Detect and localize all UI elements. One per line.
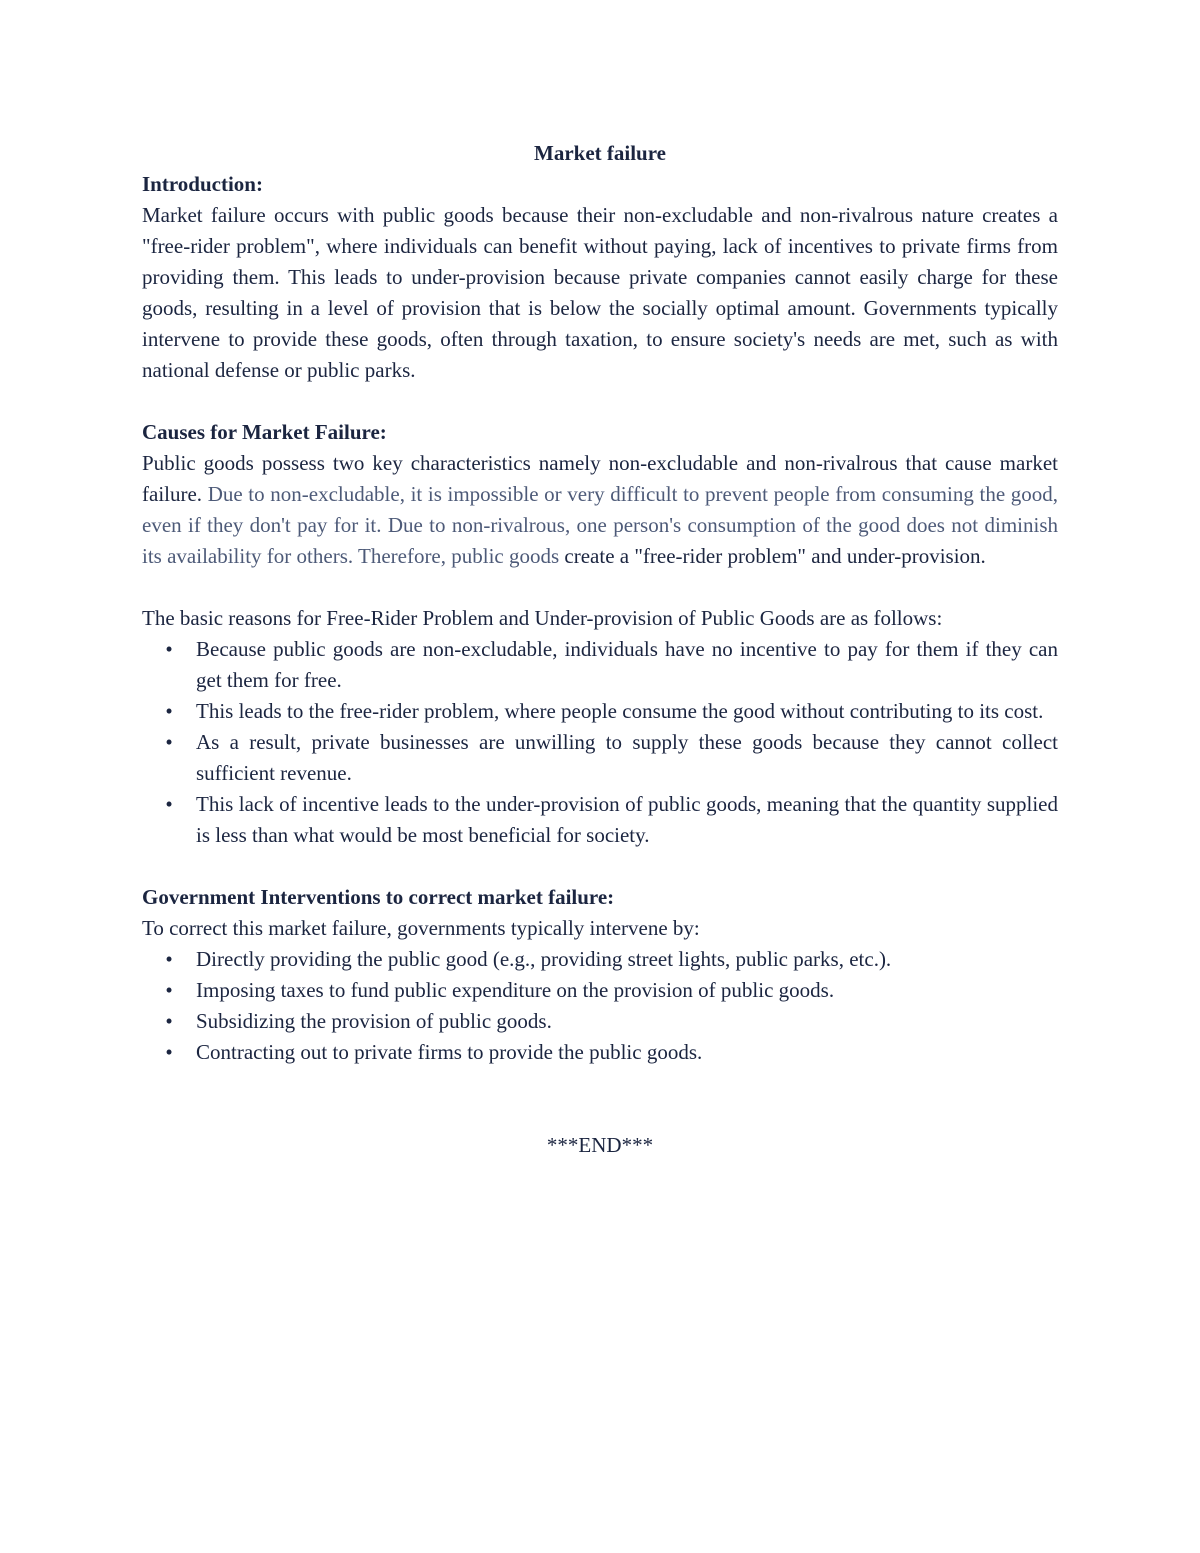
- list-item: [142, 634, 1058, 696]
- list-item-text: Imposing taxes to fund public expenditure on the provision of public goods.: [196, 978, 835, 1002]
- list-item-text: Contracting out to private firms to provide the public goods.: [196, 1040, 703, 1064]
- spacer: [142, 386, 1058, 417]
- causes-text-part-3: create a "free-rider problem" and under-provision.: [564, 544, 986, 568]
- bullet-icon: •: [165, 699, 173, 723]
- list-item: [142, 1037, 1058, 1068]
- bullet-icon: •: [165, 1040, 173, 1064]
- bullet-icon: •: [165, 978, 173, 1002]
- spacer: [142, 851, 1058, 882]
- bullet-icon: •: [165, 637, 173, 661]
- list-item: [142, 1006, 1058, 1037]
- list-item: [142, 975, 1058, 1006]
- causes-paragraph: [142, 448, 1058, 572]
- bullet-icon: •: [165, 947, 173, 971]
- causes-text-part-2: Due to non-excludable, it is impossible or very difficult to prevent people from consuming the good, even if they don't pay for it. Due to non-rivalrous, one person's consumption of the good does not diminish its availability for others. Therefore, public goods: [142, 482, 1059, 568]
- list-item-text: Because public goods are non-excludable, individuals have no incentive to pay for them if they can get them for free.: [196, 637, 1058, 692]
- causes-heading: Causes for Market Failure:: [142, 420, 387, 444]
- reasons-list: [142, 634, 1058, 851]
- page-title: Market failure: [534, 141, 666, 165]
- list-item-text: This leads to the free-rider problem, where people consume the good without contributing to its cost.: [196, 699, 1044, 723]
- bullet-icon: •: [165, 792, 173, 816]
- list-item-text: Subsidizing the provision of public goods.: [196, 1009, 552, 1033]
- list-item: [142, 727, 1058, 789]
- list-item: [142, 789, 1058, 851]
- end-marker: ***END***: [546, 1133, 654, 1157]
- intro-paragraph: Market failure occurs with public goods because their non-excludable and non-rivalrous nature creates a "free-rider problem", where individuals can benefit without paying, lack of incentives to private firms from providing them. This leads to under-provision because private companies cannot easily charge for these goods, resulting in a level of provision that is below the socially optimal amount. Governments typically intervene to provide these goods, often through taxation, to ensure society's needs are met, such as with national defense or public parks.: [142, 203, 1058, 382]
- bullet-icon: •: [165, 1009, 173, 1033]
- interventions-heading: Government Interventions to correct market failure:: [142, 885, 615, 909]
- list-item: [142, 696, 1058, 727]
- intro-heading: Introduction:: [142, 172, 263, 196]
- list-item-text: This lack of incentive leads to the under-provision of public goods, meaning that the quantity supplied is less than what would be most beneficial for society.: [196, 792, 1058, 847]
- document-body: [142, 138, 1058, 1161]
- reasons-intro: The basic reasons for Free-Rider Problem and Under-provision of Public Goods are as follows:: [142, 606, 943, 630]
- spacer: [142, 1099, 1058, 1130]
- spacer: [142, 1068, 1058, 1099]
- spacer: [142, 572, 1058, 603]
- list-item: [142, 944, 1058, 975]
- causes-text-part-1: Public goods possess two key characteristics namely non-excludable and non-rivalrous that cause market failure.: [142, 451, 1058, 506]
- interventions-intro: To correct this market failure, governments typically intervene by:: [142, 916, 700, 940]
- list-item-text: As a result, private businesses are unwilling to supply these goods because they cannot collect sufficient revenue.: [196, 730, 1058, 785]
- interventions-list: [142, 944, 1058, 1068]
- list-item-text: Directly providing the public good (e.g., providing street lights, public parks, etc.).: [196, 947, 892, 971]
- bullet-icon: •: [165, 730, 173, 754]
